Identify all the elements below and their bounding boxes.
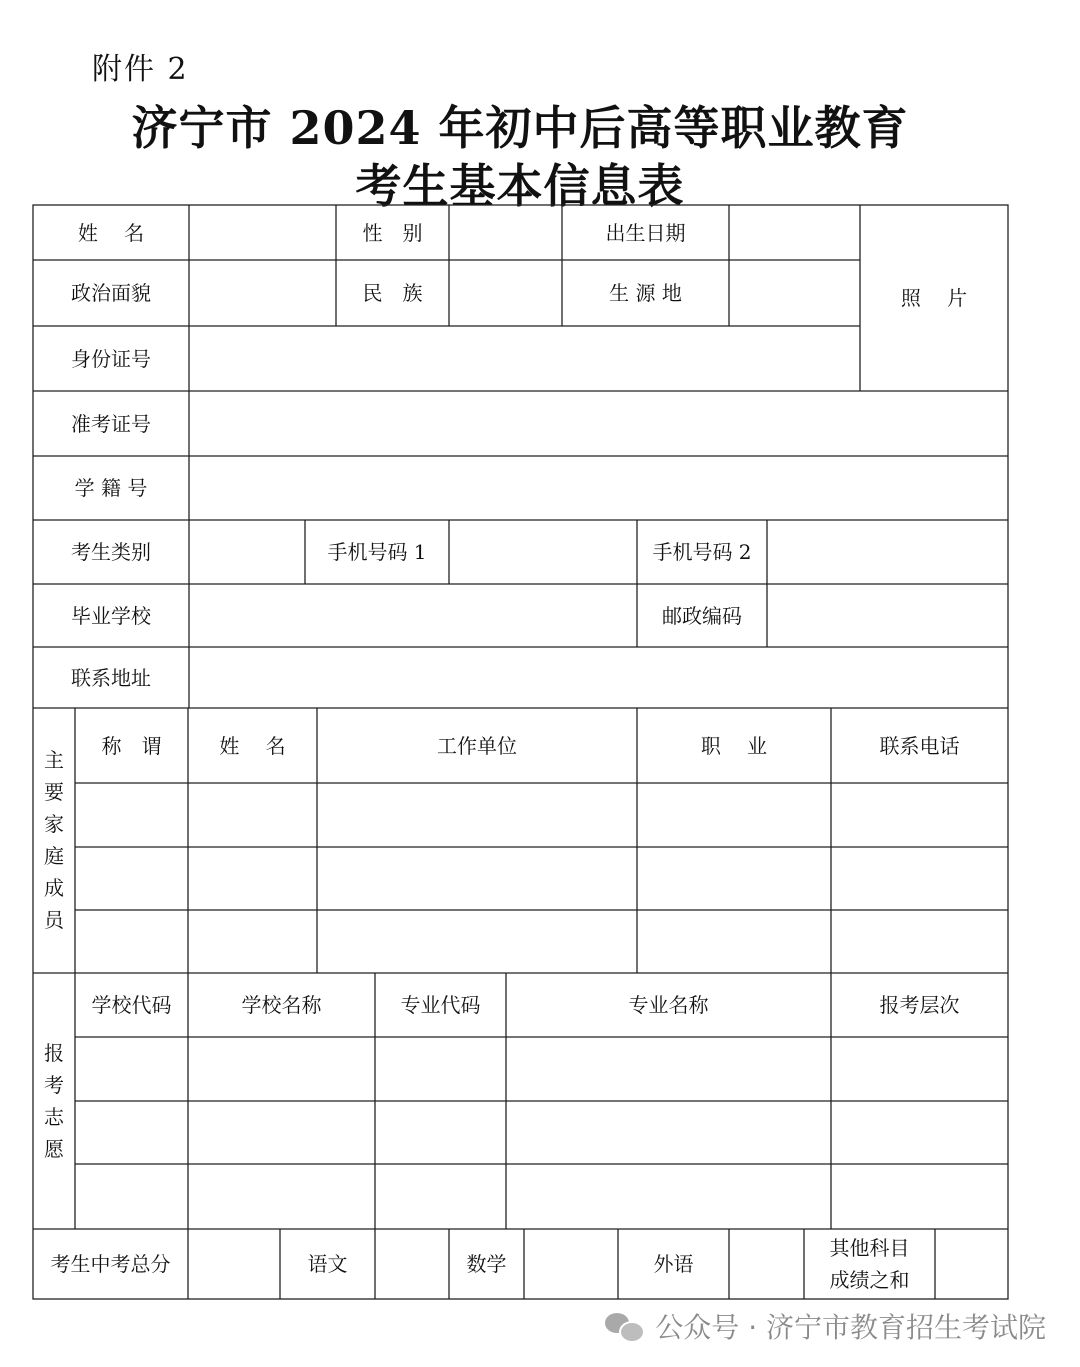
label-political-status: 政治面貌 [71, 281, 151, 305]
label-graduation-school: 毕业学校 [71, 603, 151, 628]
label-phone2: 手机号码 2 [652, 540, 752, 564]
family-header-occupation: 职 业 [700, 733, 768, 758]
label-other-sum: 其他科目 成绩之和 [829, 1236, 910, 1292]
label-postal-code: 邮政编码 [662, 603, 742, 628]
family-header-name: 姓 名 [219, 733, 286, 758]
label-foreign-language: 外语 [653, 1252, 694, 1276]
pref-header-school-name: 学校名称 [241, 993, 322, 1017]
label-photo: 照 片 [900, 286, 968, 310]
form-title-line1: 济宁市 2024 年初中后高等职业教育 [131, 101, 909, 155]
birth-date-field[interactable] [729, 205, 860, 260]
label-total-score: 考生中考总分 [50, 1252, 171, 1276]
label-category: 考生类别 [71, 540, 151, 564]
label-name: 姓 名 [77, 220, 145, 245]
preferences-section-label: 报 考 志 愿 [44, 1041, 64, 1161]
source-text: 公众号 · 济宁市教育招生考试院 [655, 1311, 1046, 1344]
label-phone1: 手机号码 1 [327, 540, 427, 564]
political-status-field[interactable] [189, 260, 336, 326]
id-number-field[interactable] [189, 326, 860, 391]
pref-header-level: 报考层次 [879, 993, 960, 1017]
label-origin-place: 生 源 地 [609, 281, 682, 305]
postal-code-field[interactable] [767, 584, 1008, 647]
family-header-work-unit: 工作单位 [437, 733, 517, 758]
label-ethnicity: 民 族 [362, 281, 423, 305]
student-no-field[interactable] [189, 456, 1008, 520]
attachment-label: 附件 2 [92, 52, 189, 87]
origin-place-field[interactable] [729, 260, 860, 326]
ethnicity-field[interactable] [449, 260, 562, 326]
gender-field[interactable] [449, 205, 562, 260]
name-field[interactable] [189, 205, 336, 260]
label-exam-ticket: 准考证号 [71, 411, 151, 436]
exam-ticket-field[interactable] [189, 391, 1008, 456]
source-watermark [605, 1306, 1046, 1346]
graduation-school-field[interactable] [189, 584, 637, 647]
category-field[interactable] [189, 520, 305, 584]
label-gender: 性 别 [362, 220, 423, 245]
form-title-line2: 考生基本信息表 [355, 159, 685, 213]
pref-header-major-name: 专业名称 [628, 993, 709, 1017]
pref-header-school-code: 学校代码 [91, 993, 172, 1017]
family-header-phone: 联系电话 [879, 733, 960, 758]
label-chinese: 语文 [307, 1252, 348, 1276]
phone1-field[interactable] [449, 520, 637, 584]
family-section-label: 主 要 家 庭 成 员 [44, 748, 64, 932]
address-field[interactable] [189, 647, 1008, 708]
label-student-no: 学 籍 号 [74, 476, 148, 500]
pref-header-major-code: 专业代码 [400, 993, 481, 1017]
label-address: 联系地址 [71, 665, 151, 690]
label-id-number: 身份证号 [71, 346, 151, 371]
label-birth-date: 出生日期 [605, 220, 686, 245]
label-math: 数学 [466, 1252, 507, 1276]
family-header-relation: 称 谓 [101, 733, 162, 758]
wechat-icon [605, 1311, 645, 1341]
phone2-field[interactable] [767, 520, 1008, 584]
